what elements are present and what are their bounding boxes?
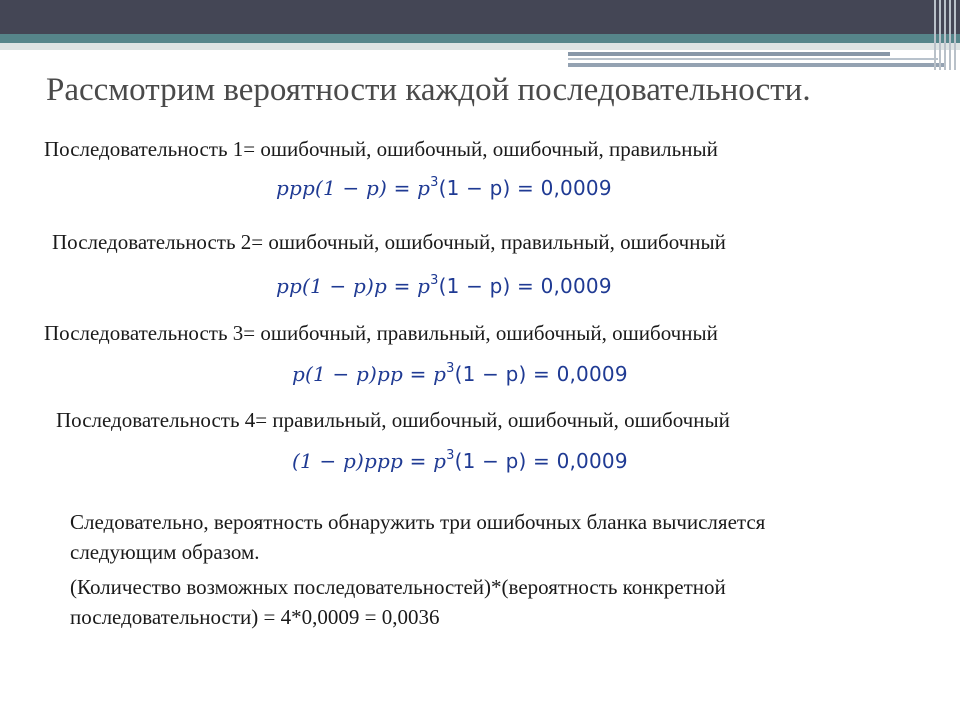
formula-lhs: (1 − p)ppp xyxy=(292,449,404,473)
formula-rest: (1 − p) = 0,0009 xyxy=(454,362,628,386)
header-rule-2 xyxy=(568,58,938,60)
formula-base: p xyxy=(433,449,447,473)
header-band-dark xyxy=(0,0,960,34)
formula-rest: (1 − p) = 0,0009 xyxy=(454,449,628,473)
corner-stripes xyxy=(932,0,960,70)
sequence-4-label: Последовательность 4= правильный, ошибочный, ошибочный, ошибочный xyxy=(56,408,730,432)
formula-base: p xyxy=(417,274,431,298)
sequence-1-formula: $ppp(1 - p) = p^3(1 - p) = 0,0009$ xyxy=(276,175,612,200)
formula-rest: (1 − p) = 0,0009 xyxy=(438,176,612,200)
header-band-light xyxy=(0,43,960,50)
formula-base: p xyxy=(433,362,447,386)
sequence-2-label: Последовательность 2= ошибочный, ошибочный, правильный, ошибочный xyxy=(52,230,726,254)
formula-lhs: pp(1 − p)p xyxy=(276,274,388,298)
header-rule-1 xyxy=(568,52,890,56)
conclusion-paragraph-2: (Количество возможных последовательностей)*(вероятность конкретной последовательности) = 4*0,0009 = 0,0036 xyxy=(70,575,726,629)
formula-rest: (1 − p) = 0,0009 xyxy=(438,274,612,298)
formula-lhs: ppp(1 − p) xyxy=(276,176,388,200)
sequence-2-formula: $pp(1 - p)p = p^3(1 - p) = 0,0009$ xyxy=(276,273,612,298)
header-rule-3 xyxy=(568,63,944,67)
sequence-1-label: Последовательность 1= ошибочный, ошибочный, ошибочный, правильный xyxy=(44,137,718,161)
formula-exponent: 3 xyxy=(446,361,455,376)
sequence-4-formula: $(1 - p)ppp = p^3(1 - p) = 0,0009$ xyxy=(292,448,628,473)
sequence-3-formula: $p(1 - p)pp = p^3(1 - p) = 0,0009$ xyxy=(292,361,628,386)
formula-exponent: 3 xyxy=(446,448,455,463)
formula-exponent: 3 xyxy=(430,175,439,190)
conclusion-paragraph-1: Следовательно, вероятность обнаружить три ошибочных бланка вычисляется следующим образом. xyxy=(70,510,766,564)
formula-base: p xyxy=(417,176,431,200)
formula-lhs: p(1 − p)pp xyxy=(292,362,404,386)
slide-title: Рассмотрим вероятности каждой последовательности. xyxy=(46,72,811,108)
sequence-3-label: Последовательность 3= ошибочный, правильный, ошибочный, ошибочный xyxy=(44,321,718,345)
formula-exponent: 3 xyxy=(430,273,439,288)
header-band-teal xyxy=(0,34,960,43)
